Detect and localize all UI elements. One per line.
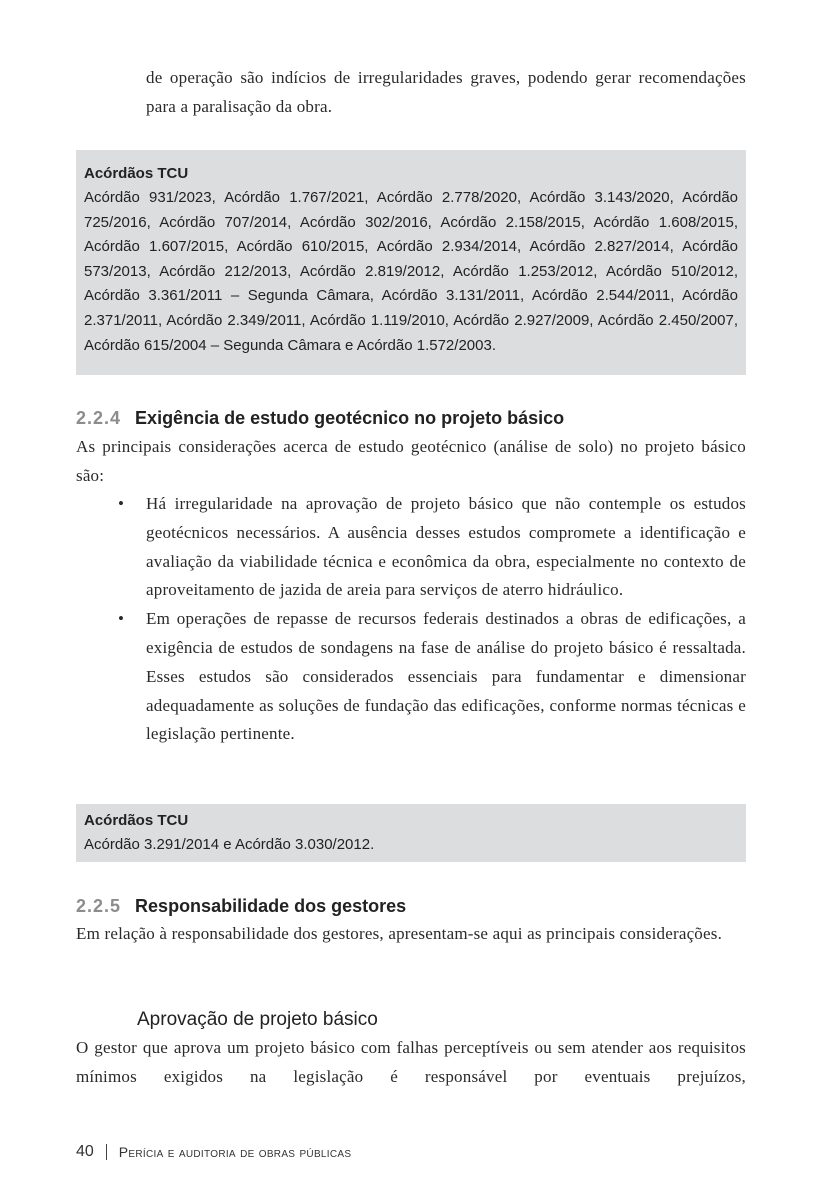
page-number: 40 bbox=[76, 1143, 94, 1160]
acordaos-box-title: Acórdãos TCU bbox=[84, 165, 189, 182]
list-item bbox=[76, 490, 746, 605]
section-number: 2.2.5 bbox=[76, 896, 122, 916]
page-footer bbox=[76, 1143, 351, 1161]
bullet-icon: • bbox=[118, 494, 125, 513]
section-title: Responsabilidade dos gestores bbox=[135, 896, 407, 916]
bullet-icon: • bbox=[118, 609, 125, 629]
body-paragraph: O gestor que aprova um projeto básico com falhas perceptíveis ou sem atender aos requisitos mínimos exigidos na legislação é responsável por eventuais prejuízos, bbox=[76, 1038, 746, 1086]
section-heading-2-2-4 bbox=[76, 406, 564, 430]
list-item bbox=[76, 605, 746, 749]
list-item-text: Há irregularidade na aprovação de projeto básico que não contemple os estudos geotécnicos necessários. A ausência desses estudos compromete a identificação e avaliação da viabilidade técnica e econômica da obra, especialmente no contexto de aproveitamento de jazida de areia para serviços de aterro hidráulico. bbox=[146, 494, 746, 600]
subheading: Aprovação de projeto básico bbox=[137, 1009, 378, 1030]
acordaos-box-text: Acórdão 3.291/2014 e Acórdão 3.030/2012. bbox=[84, 836, 375, 853]
acordaos-box-2 bbox=[76, 804, 746, 862]
section-intro-paragraph: As principais considerações acerca de estudo geotécnico (análise de solo) no projeto básico são: bbox=[76, 437, 746, 485]
acordaos-box-1 bbox=[76, 150, 746, 375]
footer-divider bbox=[106, 1144, 107, 1160]
acordaos-box-title: Acórdãos TCU bbox=[84, 812, 189, 829]
book-title: Perícia e auditoria de obras públicas bbox=[118, 1144, 352, 1160]
list-item-text: Em operações de repasse de recursos federais destinados a obras de edificações, a exigência de estudos de sondagens na fase de análise do projeto básico é ressaltada. Esses estudos são considerados essenciais para fundamentar e dimensionar adequadamente as soluções de fundação das edificações, conforme normas técnicas e legislação pertinente. bbox=[146, 609, 746, 744]
bullet-list bbox=[76, 490, 746, 749]
section-intro-paragraph: Em relação à responsabilidade dos gestores, apresentam-se aqui as principais considerações. bbox=[76, 924, 723, 943]
section-heading-2-2-5 bbox=[76, 894, 406, 918]
acordaos-box-text: Acórdão 931/2023, Acórdão 1.767/2021, Acórdão 2.778/2020, Acórdão 3.143/2020, Acórdão 725/2016, Acórdão 707/2014, Acórdão 302/2016, Acórdão 2.158/2015, Acórdão 1.608/2015, Acórdão 1.607/2015, Acórdão 610/2015, Acórdão 2.934/2014, Acórdão 2.827/2014, Acórdão 573/2013, Acórdão 212/2013, Acórdão 2.819/2012, Acórdão 1.253/2012, Acórdão 510/2012, Acórdão 3.361/2011 – Segunda Câmara, Acórdão 3.131/2011, Acórdão 2.544/2011, Acórdão 2.371/2011, Acórdão 2.349/2011, Acórdão 1.119/2010, Acórdão 2.927/2009, Acórdão 2.450/2007, Acórdão 615/2004 – Segunda Câmara e Acórdão 1.572/2003. bbox=[84, 189, 738, 354]
section-title: Exigência de estudo geotécnico no projeto básico bbox=[135, 408, 565, 428]
intro-paragraph: de operação são indícios de irregularidades graves, podendo gerar recomendações para a paralisação da obra. bbox=[146, 68, 746, 116]
section-number: 2.2.4 bbox=[76, 408, 122, 428]
